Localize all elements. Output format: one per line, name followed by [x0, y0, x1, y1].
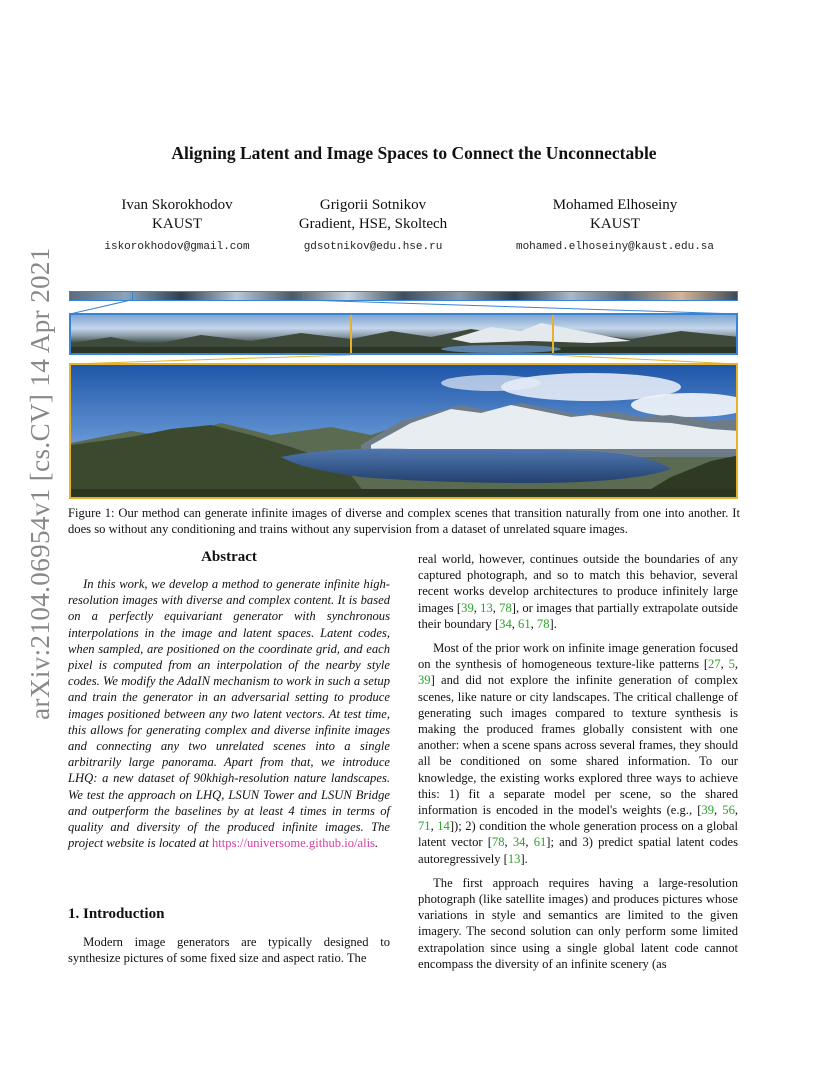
citation[interactable]: 71: [418, 819, 431, 834]
abstract-text: [68, 576, 390, 851]
author-name: Grigorii Sotnikov: [319, 197, 427, 213]
author-name: Mohamed Elhoseiny: [552, 197, 678, 213]
right-paragraph-1: real world, however, continues outside the boundaries of any captured photograph, and so to match this behavior, several recent works develop architectures to produce infinitely large images [39, 13, 78], or images that partially extrapolate outside their boundary [34, 61, 78].: [418, 552, 739, 631]
citation[interactable]: 13: [480, 600, 493, 615]
author-email: gdsotnikov@edu.hse.ru: [303, 241, 443, 253]
citation[interactable]: 14: [437, 819, 450, 834]
abstract-heading: Abstract: [201, 549, 257, 565]
citation[interactable]: 34: [499, 616, 512, 631]
author-name: Ivan Skorokhodov: [121, 197, 233, 213]
gold-highlight-box: [350, 313, 554, 355]
introduction-heading: 1. Introduction: [68, 906, 165, 922]
author-email: iskorokhodov@gmail.com: [104, 241, 250, 253]
citation[interactable]: 61: [518, 616, 531, 631]
right-column: [418, 551, 738, 980]
abstract-end: .: [375, 836, 379, 851]
citation[interactable]: 39: [461, 600, 474, 615]
author-affiliation: KAUST: [589, 216, 640, 232]
citation[interactable]: 78: [536, 616, 550, 631]
figure-panorama-zoom: [69, 363, 738, 499]
introduction-paragraph: Modern image generators are typically designed to synthesize pictures of some fixed size and aspect ratio. The: [68, 935, 390, 966]
right-paragraph-3: The first approach requires having a large-resolution photograph (like satellite images) and produces pictures whose variations in style and semantics are limited to the given imagery. The second solution can only perform some limited extrapolation since using a single global latent code cannot encompass the diversity of an infinite scenery (as: [418, 875, 738, 971]
citation[interactable]: 56: [722, 803, 735, 818]
author-affiliation: Gradient, HSE, Skoltech: [298, 216, 448, 232]
abstract-body: In this work, we develop a method to generate infinite high-resolution images with diverse and complex content. It is based on a perfectly equivariant generator with synchronous interpolations in the image and latent spaces. Latent codes, when sampled, are positioned on the coordinate grid, and each pixel is computed from an interpolation of the nearby style codes. We modify the AdaIN mechanism to work in such a setup and train the generator in an adversarial setting to produce images positioned between any two latent vectors. At test time, this allows for generating complex and diverse infinite images and connecting any two unrelated scenes into a single arbitrarily large panorama. Apart from that, we introduce LHQ: a new dataset of 90khigh-resolution nature landscapes. We test the approach on LHQ, LSUN Tower and LSUN Bridge and outperform the baselines by at least 4 times in terms of quality and diversity of the produced infinite images. The project website is located at: [68, 577, 390, 851]
author-affiliation: KAUST: [151, 216, 202, 232]
figure-panorama-mid-strip: [69, 313, 738, 355]
right-paragraph-2: Most of the prior work on infinite image generation focused on the synthesis of homogeneous texture-like patterns [27, 5, 39] and did not explore the infinite generation of complex scenes, like nature or city landscapes. The critical challenge of generating such images compared to texture synthesis is making the produced frames globally consistent with one another: when a scene spans across several frames, they should all be conditioned on some shared information. To our knowledge, the existing works explored three ways to achieve this: 1) fit a separate model per scene, so the shared information is encoded in the model's weights (e.g., [39, 56, 71, 14]); 2) condition the whole generation process on a global latent vector [78, 34, 61]; and 3) predict spatial latent codes autoregressively [13].: [418, 641, 739, 866]
citation[interactable]: 5: [728, 657, 735, 672]
citation[interactable]: 27: [708, 657, 721, 672]
arxiv-stamp-text: arXiv:2104.06954v1 [cs.CV] 14 Apr 2021: [24, 246, 55, 720]
author-email: mohamed.elhoseiny@kaust.edu.sa: [515, 241, 715, 253]
paper-title: Aligning Latent and Image Spaces to Connect the Unconnectable: [171, 143, 657, 163]
project-website-link[interactable]: https://universome.github.io/alis: [212, 836, 376, 851]
citation[interactable]: 78: [499, 600, 512, 615]
left-column: [68, 549, 390, 966]
citation[interactable]: 13: [507, 851, 521, 866]
citation[interactable]: 78: [491, 835, 505, 850]
figure-caption: Figure 1: Our method can generate infinite images of diverse and complex scenes that transition naturally from one into another. It does so without any conditioning and trains without any supervision from a dataset of unrelated square images.: [68, 506, 740, 536]
citation[interactable]: 34: [512, 835, 526, 850]
citation[interactable]: 39: [701, 803, 714, 818]
citation[interactable]: 39: [418, 673, 431, 688]
citation[interactable]: 61: [533, 835, 547, 850]
